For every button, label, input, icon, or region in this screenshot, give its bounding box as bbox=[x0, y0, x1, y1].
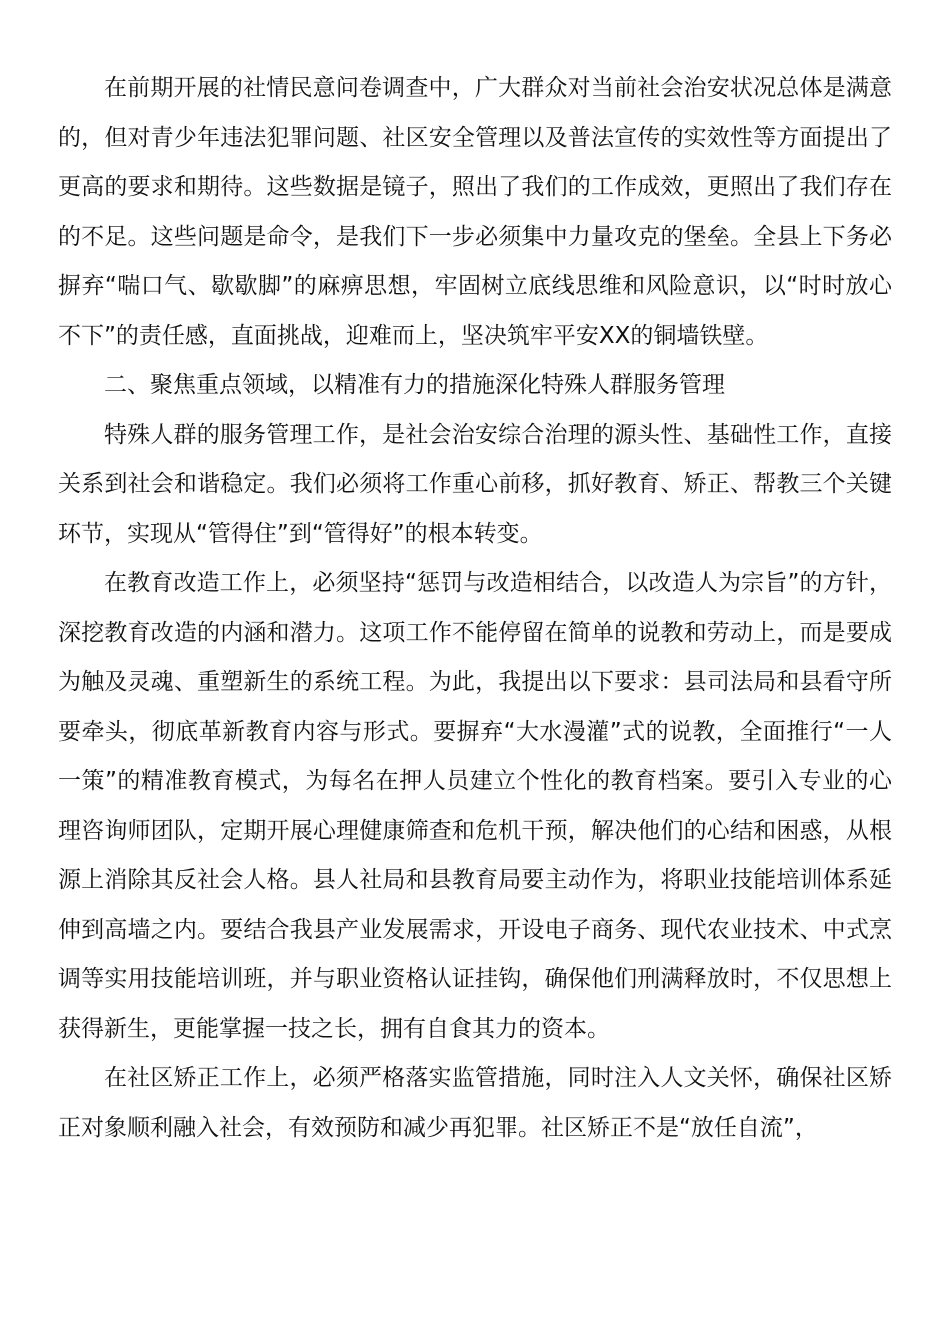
paragraph-education-reform: 在教育改造工作上，必须坚持“惩罚与改造相结合，以改造人为宗旨”的方针，深挖教育改造的内涵和潜力。这项工作不能停留在简单的说教和劳动上，而是要成为触及灵魂、重塑新生的系统工程。为此，我提出以下要求：县司法局和县看守所要牵头，彻底革新教育内容与形式。要摒弃“大水漫灌”式的说教，全面推行“一人一策”的精准教育模式，为每名在押人员建立个性化的教育档案。要引入专业的心理咨询师团队，定期开展心理健康筛查和危机干预，解决他们的心结和困惑，从根源上消除其反社会人格。县人社局和县教育局要主动作为，将职业技能培训体系延伸到高墙之内。要结合我县产业发展需求，开设电子商务、现代农业技术、中式烹调等实用技能培训班，并与职业资格认证挂钩，确保他们刑满释放时，不仅思想上获得新生，更能掌握一技之长，拥有自食其力的资本。 bbox=[58, 570, 892, 1042]
paragraph-special-groups-intro: 特殊人群的服务管理工作，是社会治安综合治理的源头性、基础性工作，直接关系到社会和谐稳定。我们必须将工作重心前移，抓好教育、矫正、帮教三个关键环节，实现从“管得住”到“管得好”的根本转变。 bbox=[58, 421, 892, 547]
document-page bbox=[58, 64, 892, 1153]
paragraph-survey-findings: 在前期开展的社情民意问卷调查中，广大群众对当前社会治安状况总体是满意的，但对青少年违法犯罪问题、社区安全管理以及普法宣传的实效性等方面提出了更高的要求和期待。这些数据是镜子，照出了我们的工作成效，更照出了我们存在的不足。这些问题是命令，是我们下一步必须集中力量攻克的堡垒。全县上下务必摒弃“喘口气、歇歇脚”的麻痹思想，牢固树立底线思维和风险意识，以“时时放心不下”的责任感，直面挑战，迎难而上，坚决筑牢平安XX的铜墙铁壁。 bbox=[58, 75, 892, 349]
section-heading-2: 二、聚焦重点领域，以精准有力的措施深化特殊人群服务管理 bbox=[104, 372, 725, 398]
paragraph-community-correction: 在社区矫正工作上，必须严格落实监管措施，同时注入人文关怀，确保社区矫正对象顺利融入社会，有效预防和减少再犯罪。社区矫正不是“放任自流”， bbox=[58, 1065, 892, 1141]
